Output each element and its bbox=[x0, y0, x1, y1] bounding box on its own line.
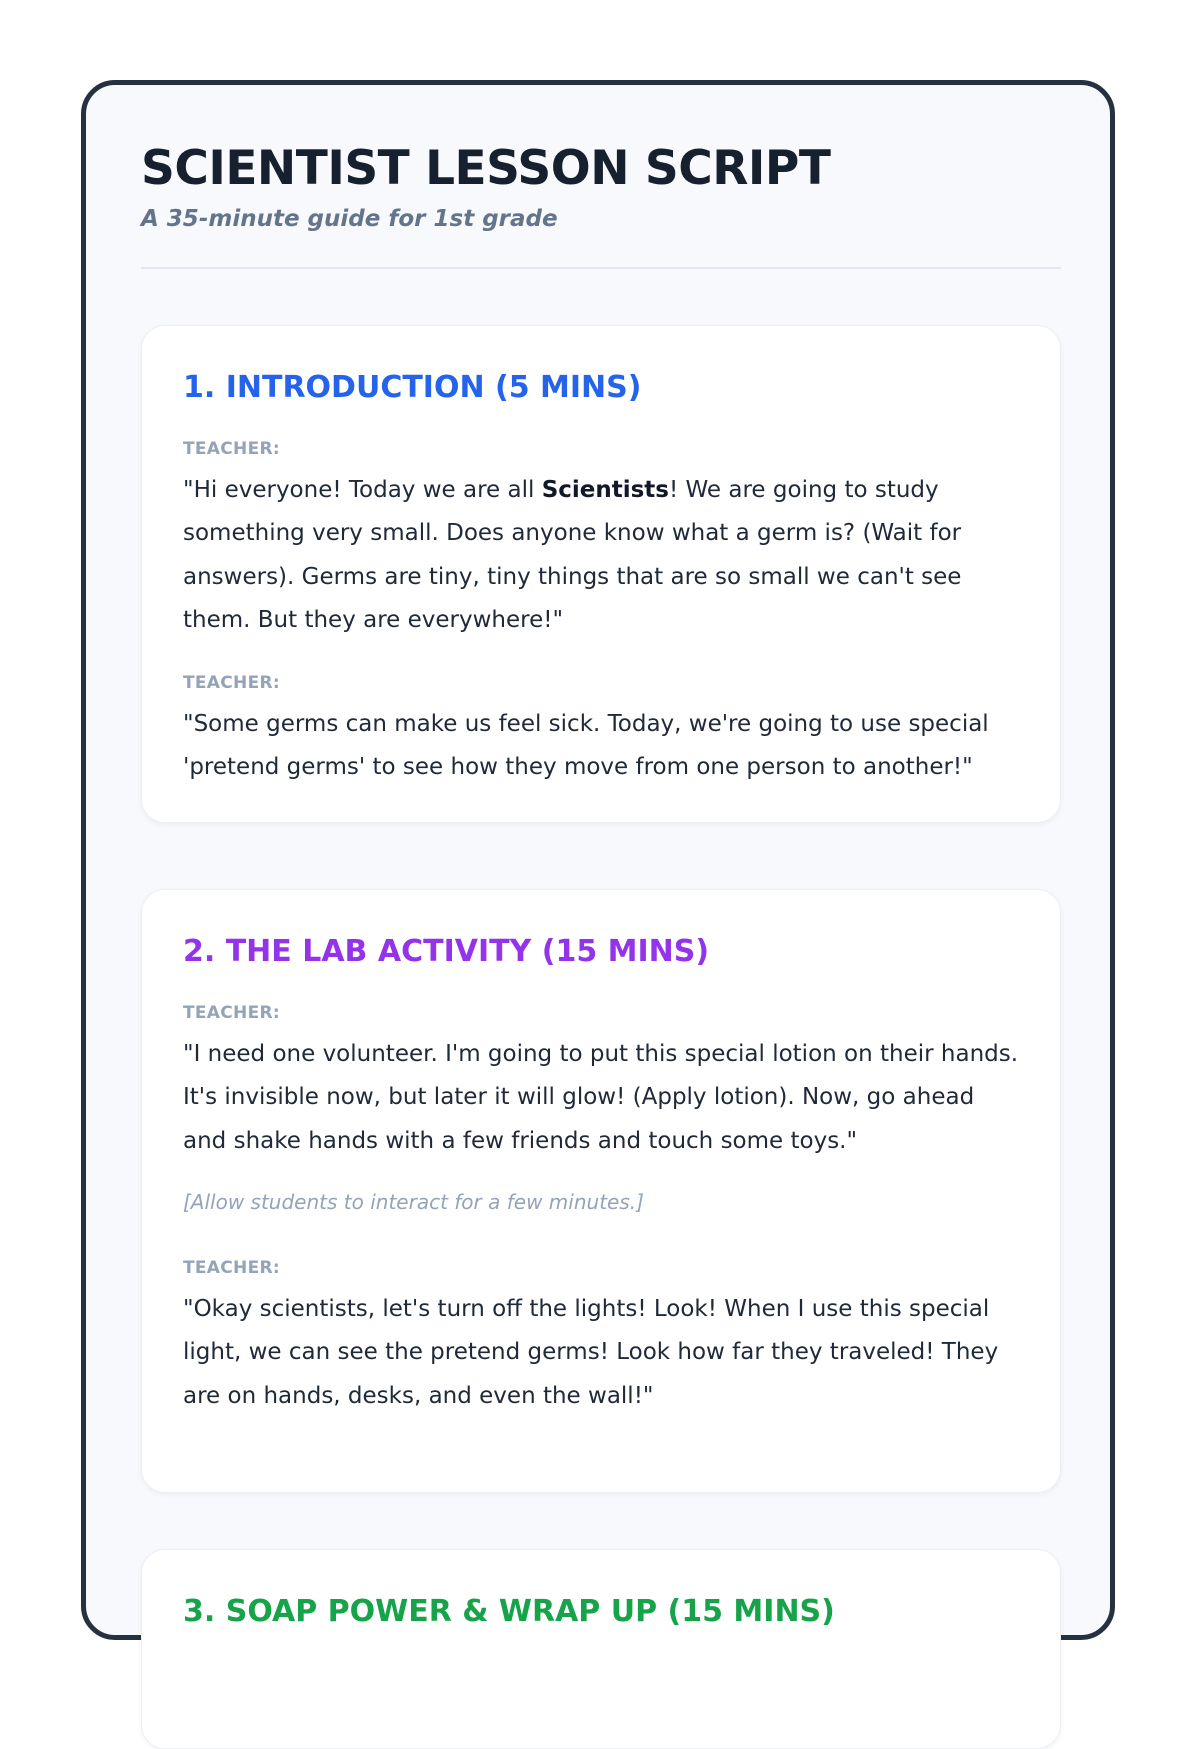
speaker-label: TEACHER: bbox=[183, 439, 280, 459]
page-title: SCIENTIST LESSON SCRIPT bbox=[141, 141, 831, 196]
stage-direction: [Allow students to interact for a few minutes.] bbox=[183, 1190, 644, 1214]
page-subtitle: A 35-minute guide for 1st grade bbox=[141, 206, 558, 232]
dialogue-text bbox=[183, 469, 1023, 643]
header-divider bbox=[141, 267, 1061, 269]
dialogue-text-part: ! We are going to study something very small. Does anyone know what a germ is? (Wait for answers). Germs are tiny, tiny things that are so small we can't see them. But they are everywhere!" bbox=[183, 477, 962, 634]
section-introduction bbox=[141, 325, 1061, 823]
dialogue-text: "I need one volunteer. I'm going to put this special lotion on their hands. It's invisible now, but later it will glow! (Apply lotion). Now, go ahead and shake hands with a few friends and touch some toys." bbox=[183, 1041, 1019, 1154]
dialogue-text: "Okay scientists, let's turn off the lights! Look! When I use this special light, we can see the pretend germs! Look how far they traveled! They are on hands, desks, and even the wall!" bbox=[183, 1296, 999, 1409]
section-heading: 3. SOAP POWER & WRAP UP (15 MINS) bbox=[183, 1594, 835, 1629]
speaker-label: TEACHER: bbox=[183, 1258, 280, 1278]
section-lab-activity bbox=[141, 889, 1061, 1493]
speaker-label: TEACHER: bbox=[183, 673, 280, 693]
dialogue-text-part: "Hi everyone! Today we are all bbox=[183, 477, 542, 503]
section-heading: 2. THE LAB ACTIVITY (15 MINS) bbox=[183, 934, 710, 969]
emphasis-word: Scientists bbox=[541, 477, 669, 503]
speaker-label: TEACHER: bbox=[183, 1003, 280, 1023]
dialogue-text: "Some germs can make us feel sick. Today, we're going to use special 'pretend germs' to see how they move from one person to another!" bbox=[183, 711, 989, 781]
section-heading: 1. INTRODUCTION (5 MINS) bbox=[183, 370, 642, 405]
lesson-script-card bbox=[81, 80, 1115, 1640]
section-soap-power bbox=[141, 1549, 1061, 1749]
